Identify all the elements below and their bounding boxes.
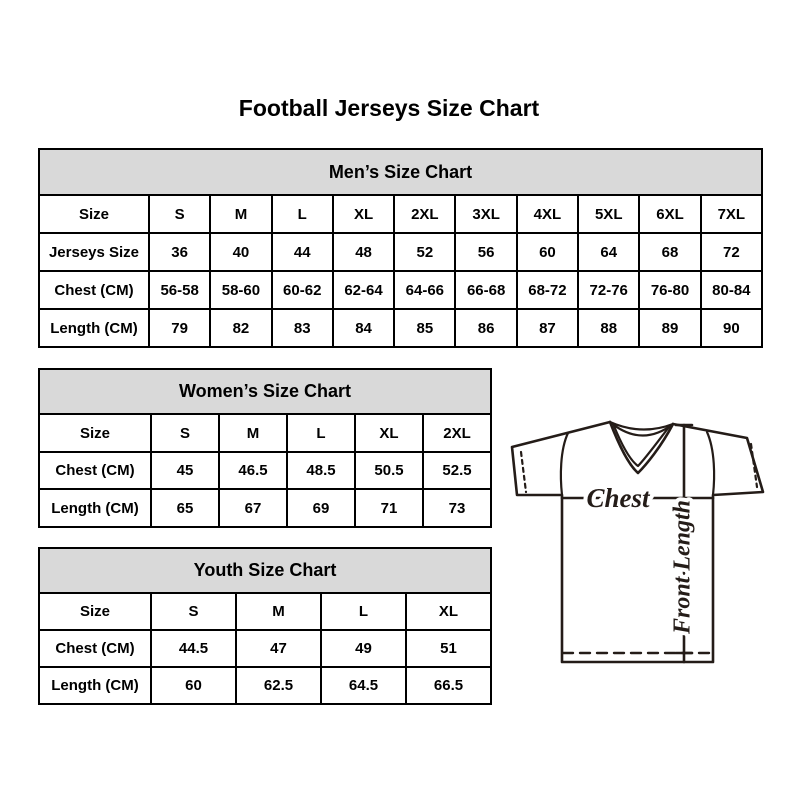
mens-size-chart-table [38, 148, 763, 348]
size-header-cell: XL [406, 593, 491, 630]
value-cell: 86 [455, 309, 516, 347]
value-cell: 79 [149, 309, 210, 347]
size-header-cell: 4XL [517, 195, 578, 233]
left-shoulder-seam [561, 433, 568, 495]
table-row [39, 630, 491, 667]
row-label-cell: Chest (CM) [39, 452, 151, 490]
value-cell: 88 [578, 309, 639, 347]
size-header-cell: 7XL [701, 195, 762, 233]
table-row [39, 667, 491, 704]
size-header-cell: S [149, 195, 210, 233]
youth-size-chart-table [38, 547, 492, 705]
size-header-cell: 2XL [423, 414, 491, 452]
size-header-cell: L [287, 414, 355, 452]
value-cell: 46.5 [219, 452, 287, 490]
size-header-cell: 5XL [578, 195, 639, 233]
row-label-cell: Length (CM) [39, 667, 151, 704]
value-cell: 56 [455, 233, 516, 271]
size-header-cell: 6XL [639, 195, 700, 233]
value-cell: 87 [517, 309, 578, 347]
mens-table-title: Men’s Size Chart [39, 149, 762, 195]
jersey-outline [512, 422, 763, 662]
youth-table-title: Youth Size Chart [39, 548, 491, 593]
size-header-cell: 3XL [455, 195, 516, 233]
value-cell: 36 [149, 233, 210, 271]
value-cell: 44.5 [151, 630, 236, 667]
size-header-cell: M [210, 195, 271, 233]
value-cell: 64-66 [394, 271, 455, 309]
value-cell: 72 [701, 233, 762, 271]
table-row [39, 271, 762, 309]
value-cell: 62.5 [236, 667, 321, 704]
value-cell: 84 [333, 309, 394, 347]
value-cell: 89 [639, 309, 700, 347]
right-shoulder-seam [707, 432, 714, 495]
value-cell: 69 [287, 489, 355, 527]
table-row [39, 593, 491, 630]
womens-table-title: Women’s Size Chart [39, 369, 491, 414]
value-cell: 58-60 [210, 271, 271, 309]
table-row [39, 233, 762, 271]
table-row [39, 414, 491, 452]
value-cell: 60 [517, 233, 578, 271]
page-title: Football Jerseys Size Chart [238, 95, 540, 121]
value-cell: 66.5 [406, 667, 491, 704]
value-cell: 60 [151, 667, 236, 704]
value-cell: 45 [151, 452, 219, 490]
value-cell: 51 [406, 630, 491, 667]
size-header-cell: L [321, 593, 406, 630]
row-label-cell: Size [39, 195, 149, 233]
size-header-cell: M [236, 593, 321, 630]
value-cell: 62-64 [333, 271, 394, 309]
row-label-cell: Jerseys Size [39, 233, 149, 271]
value-cell: 49 [321, 630, 406, 667]
table-row [39, 195, 762, 233]
value-cell: 85 [394, 309, 455, 347]
size-header-cell: L [272, 195, 333, 233]
value-cell: 68 [639, 233, 700, 271]
value-cell: 44 [272, 233, 333, 271]
value-cell: 56-58 [149, 271, 210, 309]
left-cuff-dash-line [521, 452, 526, 492]
value-cell: 52 [394, 233, 455, 271]
chest-label: Chest [586, 483, 650, 513]
value-cell: 80-84 [701, 271, 762, 309]
value-cell: 76-80 [639, 271, 700, 309]
row-label-cell: Length (CM) [39, 309, 149, 347]
table-row [39, 489, 491, 527]
value-cell: 73 [423, 489, 491, 527]
value-cell: 52.5 [423, 452, 491, 490]
front-length-label: Front Length [669, 499, 696, 635]
value-cell: 60-62 [272, 271, 333, 309]
table-row [39, 452, 491, 490]
value-cell: 67 [219, 489, 287, 527]
jersey-measurement-diagram [500, 395, 780, 690]
size-header-cell: XL [355, 414, 423, 452]
value-cell: 48.5 [287, 452, 355, 490]
value-cell: 71 [355, 489, 423, 527]
row-label-cell: Size [39, 414, 151, 452]
size-header-cell: S [151, 414, 219, 452]
row-label-cell: Chest (CM) [39, 271, 149, 309]
value-cell: 90 [701, 309, 762, 347]
size-header-cell: M [219, 414, 287, 452]
value-cell: 64 [578, 233, 639, 271]
value-cell: 83 [272, 309, 333, 347]
womens-size-chart-table [38, 368, 492, 528]
value-cell: 68-72 [517, 271, 578, 309]
row-label-cell: Length (CM) [39, 489, 151, 527]
value-cell: 66-68 [455, 271, 516, 309]
size-header-cell: 2XL [394, 195, 455, 233]
row-label-cell: Size [39, 593, 151, 630]
value-cell: 48 [333, 233, 394, 271]
table-row [39, 309, 762, 347]
row-label-cell: Chest (CM) [39, 630, 151, 667]
size-header-cell: XL [333, 195, 394, 233]
value-cell: 72-76 [578, 271, 639, 309]
size-header-cell: S [151, 593, 236, 630]
value-cell: 82 [210, 309, 271, 347]
value-cell: 40 [210, 233, 271, 271]
jersey-diagram-svg [500, 395, 780, 690]
value-cell: 47 [236, 630, 321, 667]
value-cell: 65 [151, 489, 219, 527]
value-cell: 64.5 [321, 667, 406, 704]
value-cell: 50.5 [355, 452, 423, 490]
